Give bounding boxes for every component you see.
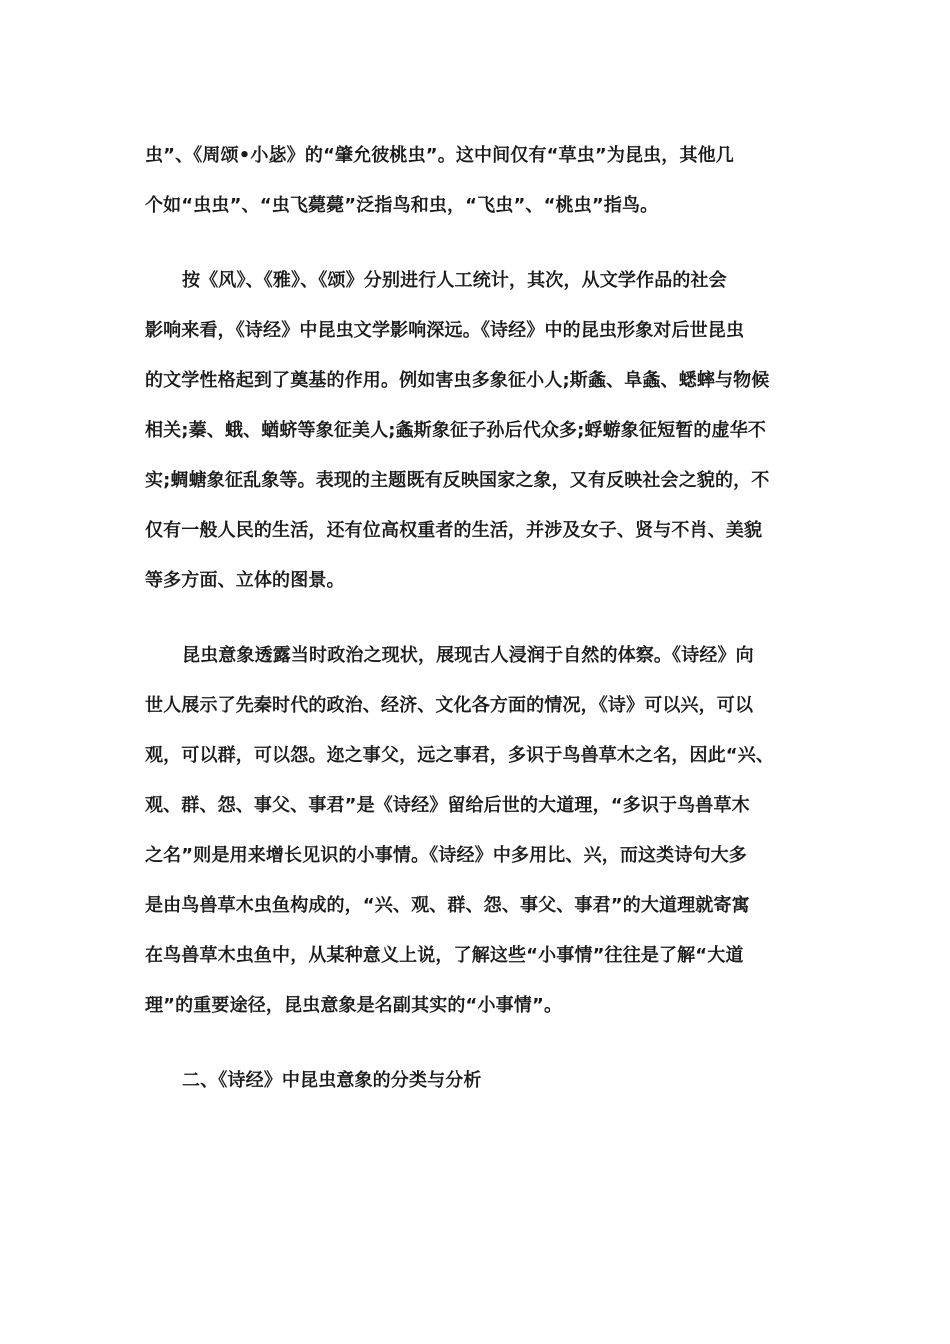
text-line: 之名”则是用来增长见识的小事情。《诗经》中多用比、兴，而这类诗句大多 bbox=[145, 845, 747, 866]
text-line: 相关;蓁、蛾、蝤蛴等象征美人;螽斯象征子孙后代众多;蜉蝣象征短暂的虚华不 bbox=[145, 420, 766, 441]
paragraph-gap bbox=[145, 606, 810, 631]
text-line: 虫”、《周颂•小毖》的“肇允彼桃虫”。这中间仅有“草虫”为昆虫，其他几 bbox=[145, 145, 734, 166]
paragraph-gap bbox=[145, 1031, 810, 1056]
text-line: 实;蜩螗象征乱象等。表现的主题既有反映国家之象，又有反映社会之貌的，不 bbox=[145, 470, 770, 491]
text-line: 的文学性格起到了奠基的作用。例如害虫多象征小人;斯螽、阜螽、蟋蟀与物候 bbox=[145, 370, 770, 391]
text-line: 等多方面、立体的图景。 bbox=[145, 570, 345, 591]
text-line: 仅有一般人民的生活，还有位高权重者的生活，并涉及女子、贤与不肖、美貌 bbox=[145, 520, 763, 541]
text-line: 影响来看，《诗经》中昆虫文学影响深远。《诗经》中的昆虫形象对后世昆虫 bbox=[145, 320, 745, 341]
text-line: 是由鸟兽草木虫鱼构成的，“兴、观、群、怨、事父、事君”的大道理就寄寓 bbox=[145, 895, 750, 916]
text-line: 观、群、怨、事父、事君”是《诗经》留给后世的大道理，“多识于鸟兽草木 bbox=[145, 795, 750, 816]
document-page bbox=[145, 131, 810, 1106]
section-heading bbox=[145, 1056, 810, 1106]
paragraph-continuation bbox=[145, 131, 810, 231]
text-line: 观，可以群，可以怨。迩之事父，远之事君，多识于鸟兽草木之名，因此“兴、 bbox=[145, 745, 775, 766]
paragraph-statistics bbox=[145, 256, 810, 606]
text-line: 理”的重要途径，昆虫意象是名副其实的“小事情”。 bbox=[145, 995, 563, 1016]
text-line: 世人展示了先秦时代的政治、经济、文化各方面的情况，《诗》可以兴，可以 bbox=[145, 695, 754, 716]
text-line: 在鸟兽草木虫鱼中，从某种意义上说，了解这些“小事情”往往是了解“大道 bbox=[145, 945, 744, 966]
paragraph-gap bbox=[145, 231, 810, 256]
paragraph-politics bbox=[145, 631, 810, 1031]
section-heading-text: 二、《诗经》中昆虫意象的分类与分析 bbox=[182, 1070, 482, 1091]
text-line: 昆虫意象透露当时政治之现状，展现古人浸润于自然的体察。《诗经》向 bbox=[182, 645, 754, 666]
text-line: 按《风》、《雅》、《颂》分别进行人工统计，其次，从文学作品的社会 bbox=[182, 270, 727, 291]
text-line: 个如“虫虫”、“虫飞薨薨”泛指鸟和虫，“飞虫”、“桃虫”指鸟。 bbox=[145, 195, 659, 216]
